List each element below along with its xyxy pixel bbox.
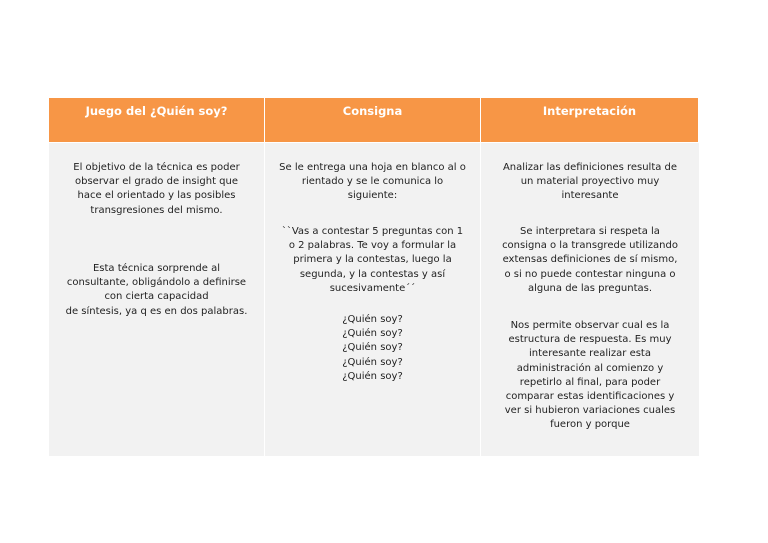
cell-juego <box>49 142 265 456</box>
header-interpretacion-label: Interpretación <box>542 104 637 118</box>
header-consigna-label: Consigna <box>342 104 403 118</box>
interpretacion-paragraph-1: Analizar las definiciones resulta de un material proyectivo muy interesante <box>502 162 678 202</box>
cell-interpretacion <box>481 142 699 456</box>
interpretacion-paragraph-2: Se interpretara si respeta la consigna o la transgrede utilizando extensas definiciones de sí mismo, o si no puede contestar ninguna o alguna de las preguntas. <box>502 226 678 294</box>
header-consigna <box>265 98 481 142</box>
consigna-paragraph-1: Se le entrega una hoja en blanco al o rientado y se le comunica lo siguiente: <box>279 162 466 202</box>
info-table <box>49 98 699 456</box>
header-juego <box>49 98 265 142</box>
juego-paragraph-2: Esta técnica sorprende al consultante, obligándolo a definirse con cierta capacidad de síntesis, ya q es en dos palabras. <box>65 263 248 317</box>
consigna-question-list: ¿Quién soy? ¿Quién soy? ¿Quién soy? ¿Quién soy? ¿Quién soy? <box>342 314 403 382</box>
consigna-paragraph-2: ``Vas a contestar 5 preguntas con 1 o 2 palabras. Te voy a formular la primera y la contestas, luego la segunda, y la contestas y así sucesivamente´´ <box>281 226 464 294</box>
header-interpretacion <box>481 98 699 142</box>
juego-paragraph-1: El objetivo de la técnica es poder observar el grado de insight que hace el orientado y las posibles transgresiones del mismo. <box>73 162 240 216</box>
header-juego-label: Juego del ¿Quién soy? <box>85 104 228 118</box>
cell-consigna <box>265 142 481 456</box>
interpretacion-paragraph-3: Nos permite observar cual es la estructura de respuesta. Es muy interesante realizar esta administración al comienzo y repetirlo al final, para poder comparar estas identificaciones y ver si hubieron variaciones cuales fueron y porque <box>504 320 676 431</box>
